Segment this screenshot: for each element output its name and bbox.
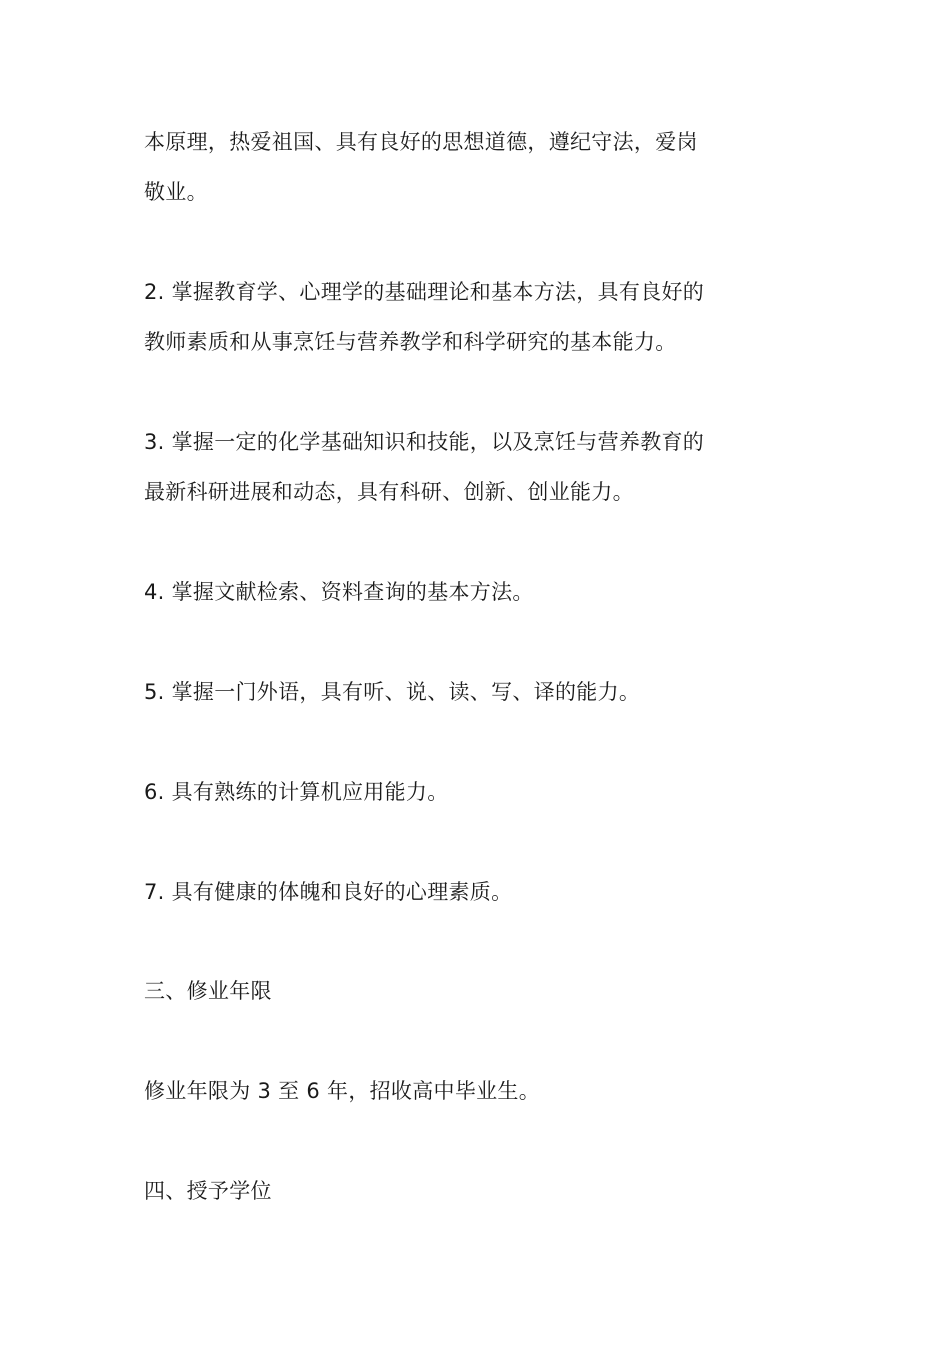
study-duration-text: 修业年限为 3 至 6 年，招收高中毕业生。 [144, 1079, 541, 1103]
list-item-3-line-2: 最新科研进展和动态，具有科研、创新、创业能力。 [144, 480, 634, 504]
list-item-2-line-2: 教师素质和从事烹饪与营养教学和科学研究的基本能力。 [144, 330, 677, 354]
list-item-5: 5. 掌握一门外语，具有听、说、读、写、译的能力。 [144, 680, 641, 704]
paragraph-line: 本原理，热爱祖国、具有良好的思想道德，遵纪守法，爱岗 [144, 130, 698, 154]
list-item-4: 4. 掌握文献检索、资料查询的基本方法。 [144, 580, 534, 604]
paragraph-line: 敬业。 [144, 180, 208, 204]
list-item-6: 6. 具有熟练的计算机应用能力。 [144, 780, 449, 804]
section-heading-study-duration: 三、修业年限 [144, 979, 272, 1003]
list-item-3-line-1: 3. 掌握一定的化学基础知识和技能，以及烹饪与营养教育的 [144, 430, 705, 454]
list-item-7: 7. 具有健康的体魄和良好的心理素质。 [144, 880, 513, 904]
list-item-2-line-1: 2. 掌握教育学、心理学的基础理论和基本方法，具有良好的 [144, 280, 705, 304]
section-heading-degree: 四、授予学位 [144, 1179, 272, 1203]
